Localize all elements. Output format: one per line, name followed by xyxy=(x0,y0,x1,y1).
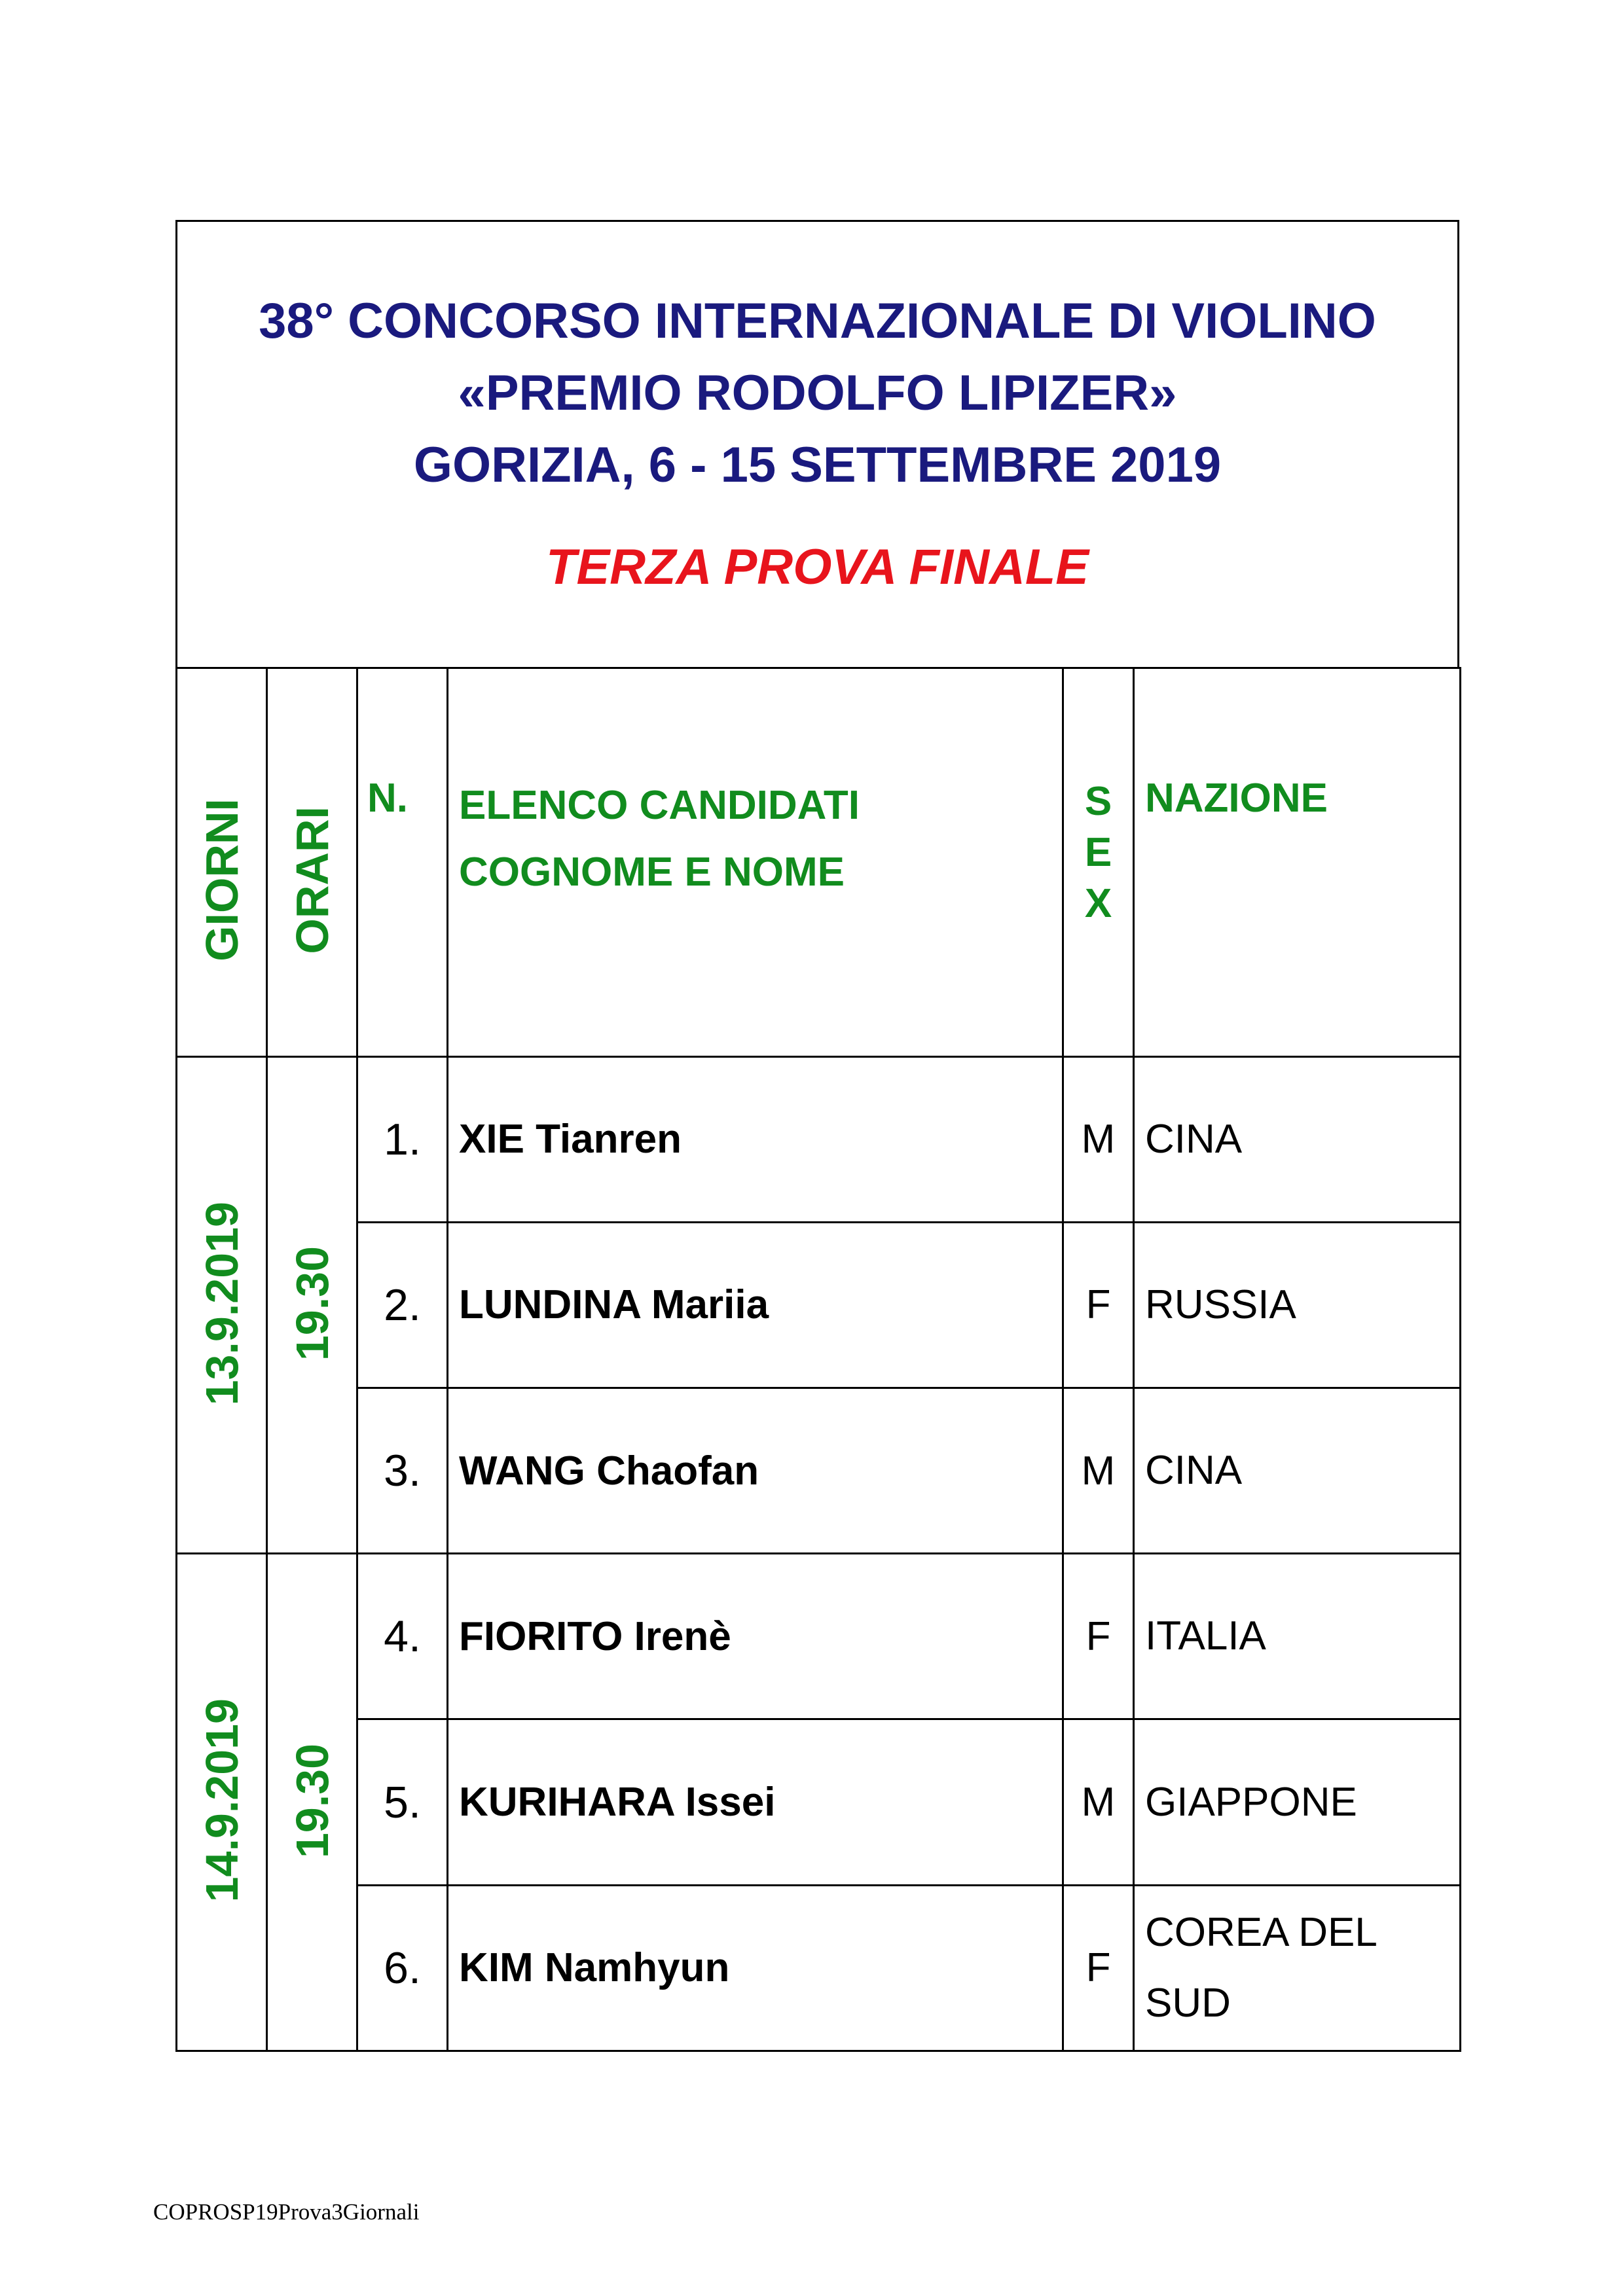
candidate-number: 6. xyxy=(357,1885,448,2051)
group-date-cell xyxy=(177,1554,267,2051)
header-sex-s: S xyxy=(1084,779,1112,824)
header-elenco-line1: ELENCO CANDIDATI xyxy=(459,783,860,828)
header-elenco xyxy=(448,668,1063,1057)
table-row xyxy=(177,1719,1461,1885)
header-orari: ORARI xyxy=(286,806,338,954)
candidate-number: 4. xyxy=(357,1554,448,1719)
candidate-nation: CINA xyxy=(1134,1056,1461,1222)
candidate-nation-line2: SUD xyxy=(1145,1980,1231,2026)
candidate-sex: F xyxy=(1063,1222,1134,1388)
candidate-name: KURIHARA Issei xyxy=(448,1719,1063,1885)
candidate-nation-line1: COREA DEL xyxy=(1145,1909,1377,1955)
candidate-name: LUNDINA Mariia xyxy=(448,1222,1063,1388)
table-row xyxy=(177,1388,1461,1554)
location-dates: GORIZIA, 6 - 15 SETTEMBRE 2019 xyxy=(413,437,1222,493)
table-row xyxy=(177,1222,1461,1388)
table-row xyxy=(177,1885,1461,2051)
candidate-nation: RUSSIA xyxy=(1134,1222,1461,1388)
group-date: 14.9.2019 xyxy=(196,1698,247,1903)
candidate-nation xyxy=(1134,1885,1461,2051)
group-date: 13.9.2019 xyxy=(196,1201,247,1406)
round-title: TERZA PROVA FINALE xyxy=(546,539,1089,595)
candidate-nation: ITALIA xyxy=(1134,1554,1461,1719)
header-row xyxy=(177,668,1461,1057)
candidate-nation: GIAPPONE xyxy=(1134,1719,1461,1885)
candidate-number: 3. xyxy=(357,1388,448,1554)
candidate-sex: M xyxy=(1063,1388,1134,1554)
competition-title: 38° CONCORSO INTERNAZIONALE DI VIOLINO xyxy=(259,293,1376,349)
header-orari-cell xyxy=(267,668,357,1057)
candidate-number: 5. xyxy=(357,1719,448,1885)
group-time-cell xyxy=(267,1554,357,2051)
candidate-nation: CINA xyxy=(1134,1388,1461,1554)
group-time: 19.30 xyxy=(286,1743,338,1858)
header-elenco-line2: COGNOME E NOME xyxy=(459,850,845,895)
group-time-cell xyxy=(267,1056,357,1554)
candidate-name: WANG Chaofan xyxy=(448,1388,1063,1554)
group-time: 19.30 xyxy=(286,1246,338,1361)
group-date-cell xyxy=(177,1056,267,1554)
header-sex-x: X xyxy=(1084,881,1112,926)
document-sheet xyxy=(175,220,1459,2052)
candidates-table xyxy=(175,667,1461,2052)
candidate-name: KIM Namhyun xyxy=(448,1885,1063,2051)
prize-name: «PREMIO RODOLFO LIPIZER» xyxy=(458,365,1177,421)
header-giorni-cell xyxy=(177,668,267,1057)
header-nazione: NAZIONE xyxy=(1134,668,1461,1057)
header-sex xyxy=(1063,668,1134,1057)
title-box xyxy=(175,220,1459,669)
footer-filename: COPROSP19Prova3Giornali xyxy=(153,2199,420,2225)
header-sex-e: E xyxy=(1084,830,1112,875)
candidate-name: XIE Tianren xyxy=(448,1056,1063,1222)
header-giorni: GIORNI xyxy=(196,798,247,962)
candidate-sex: F xyxy=(1063,1554,1134,1719)
header-n: N. xyxy=(357,668,448,1057)
table-row xyxy=(177,1056,1461,1222)
candidate-number: 1. xyxy=(357,1056,448,1222)
candidate-sex: M xyxy=(1063,1056,1134,1222)
table-row xyxy=(177,1554,1461,1719)
candidate-number: 2. xyxy=(357,1222,448,1388)
candidate-sex: F xyxy=(1063,1885,1134,2051)
candidate-sex: M xyxy=(1063,1719,1134,1885)
candidate-name: FIORITO Irenè xyxy=(448,1554,1063,1719)
